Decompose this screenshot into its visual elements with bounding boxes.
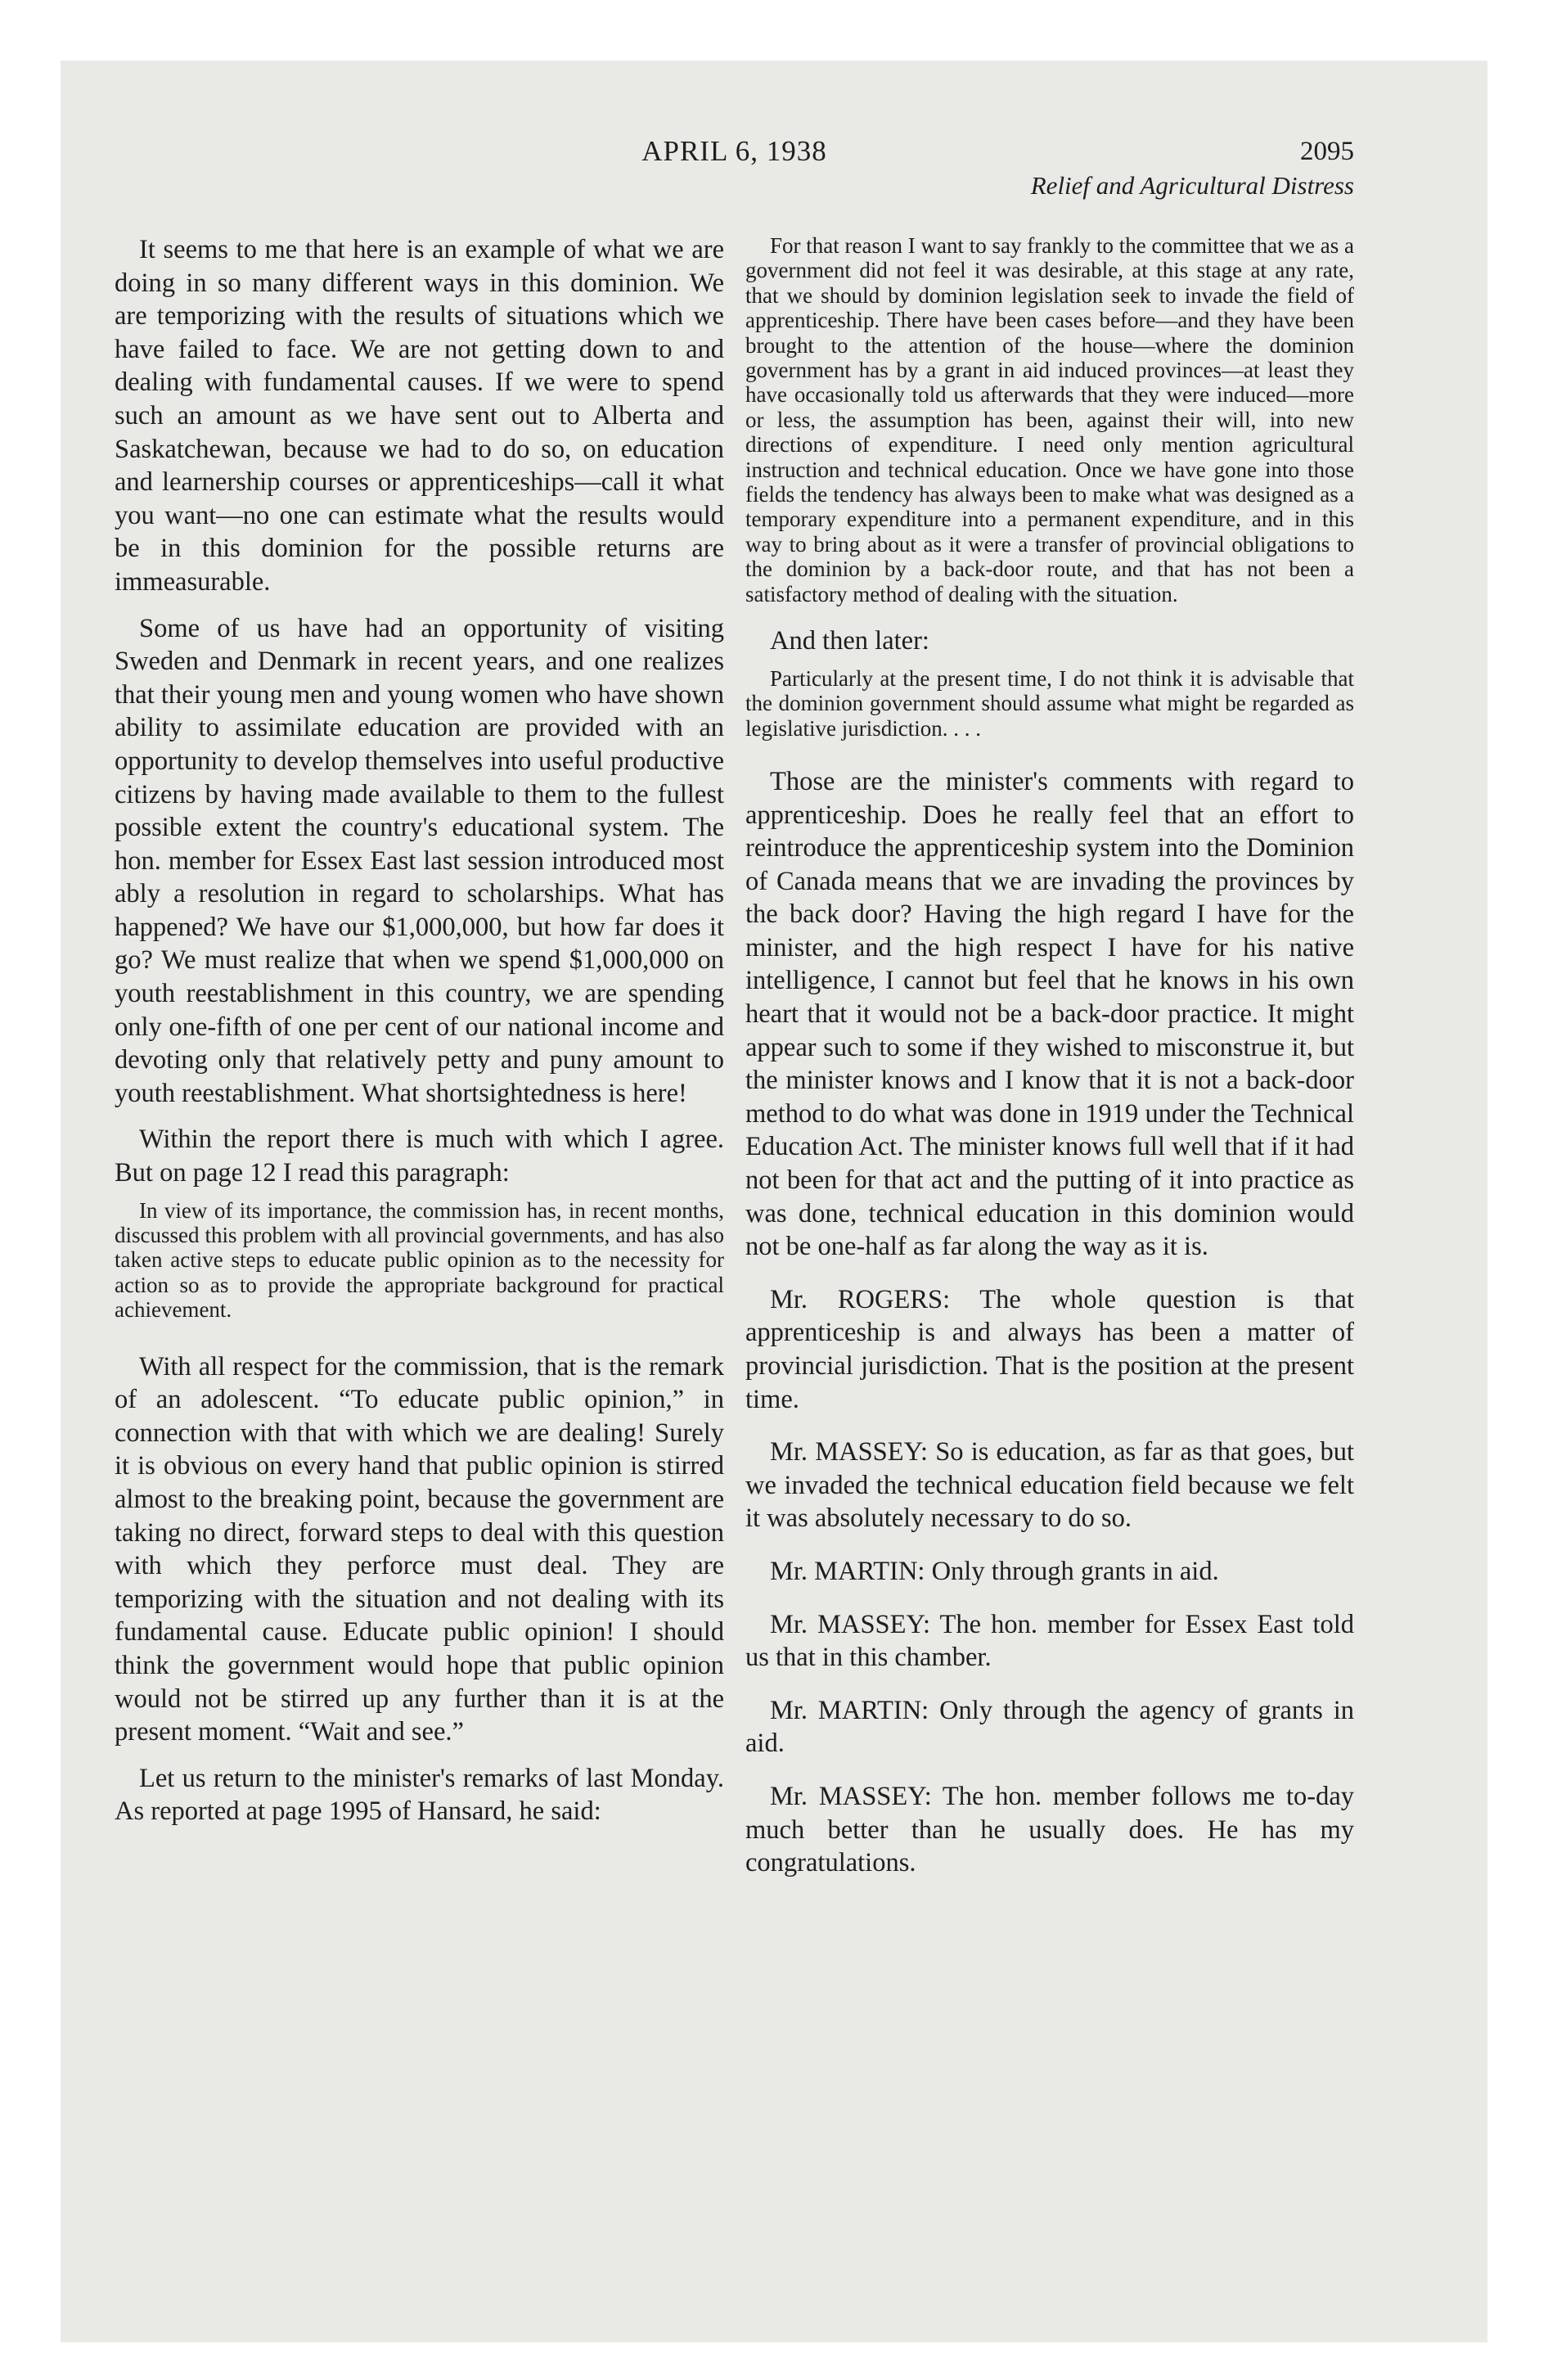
paragraph: With all respect for the commission, that is the remark of an adolescent. “To educate public opinion,” in connection with that with which we are dealing! Surely it is obvious on every hand that public opinion is stirred almost to the breaking point, because the government are taking no direct, forward steps to deal with this question with which they perforce must deal. They are temporizing with the situation and not dealing with its fundamental cause. Educate public opinion! I should think the government would hope that public opinion would not be stirred up any further than it is at the present moment. “Wait and see.” [115, 1351, 724, 1747]
speech-massey: Mr. MASSEY: The hon. member follows me to-day much better than he usually does. He has my congratulations. [745, 1781, 1354, 1878]
paragraph: Let us return to the minister's remarks of last Monday. As reported at page 1995 of Hansard, he said: [115, 1763, 724, 1827]
speech-martin: Mr. MARTIN: Only through grants in aid. [770, 1556, 1219, 1586]
speech-rogers: Mr. ROGERS: The whole question is that apprenticeship is and always has been a matter of provincial jurisdiction. That is the position at the present time. [745, 1284, 1354, 1414]
page-number: 2095 [1300, 137, 1354, 166]
speech-massey: Mr. MASSEY: The hon. member for Essex East told us that in this chamber. [745, 1609, 1354, 1673]
block-quote: In view of its importance, the commission has, in recent months, discussed this problem with all provincial governments, and has also taken active steps to educate public opinion as to the necessity for action so as to provide the appropriate background for practical achievement. [115, 1197, 724, 1323]
paragraph: Within the report there is much with which I agree. But on page 12 I read this paragraph: [115, 1125, 724, 1188]
block-quote: For that reason I want to say frankly to the committee that we as a government did not feel it was desirable, at this stage at any rate, that we should by dominion legislation seek to invade the field of apprenticeship. There have been cases before—and they have been brought to the attention of the house—where the dominion government has by a grant in aid induced provinces—at least they have occasionally told us afterwards that they were induced—more or less, the assumption has been, against their will, into new directions of expenditure. I need only mention agricultural instruction and technical education. Once we have gone into those fields the tendency has always been to make what was designed as a temporary expenditure into a permanent expenditure, and in this way to bring about as it were a transfer of provincial obligations to the dominion by a back-door route, and that has not been a satisfactory method of dealing with the situation. [745, 233, 1354, 606]
block-quote: Particularly at the present time, I do not think it is advisable that the dominion government should assume what might be regarded as legislative jurisdiction. . . . [745, 665, 1354, 741]
paragraph: It seems to me that here is an example of what we are doing in so many different ways in this dominion. We are temporizing with the results of situations which we have failed to face. We are not getting down to and dealing with fundamental causes. If we were to spend such an amount as we have sent out to Alberta and Saskatchewan, because we had to do so, on education and learnership courses or apprenticeships—call it what you want—no one can estimate what the results would be in this dominion for the possible returns are immeasurable. [115, 235, 724, 597]
page-header [115, 135, 1354, 209]
right-column [745, 233, 1354, 1880]
speech-martin: Mr. MARTIN: Only through the agency of grants in aid. [745, 1695, 1354, 1759]
page-date: APRIL 6, 1938 [641, 135, 827, 167]
speech-massey: Mr. MASSEY: So is education, as far as that goes, but we invaded the technical education field because we felt it was absolutely necessary to do so. [745, 1437, 1354, 1534]
paragraph: And then later: [770, 626, 929, 656]
paragraph: Those are the minister's comments with regard to apprenticeship. Does he really feel that an effort to reintroduce the apprenticeship system into the Dominion of Canada means that we are invading the provinces by the back door? Having the high regard I have for the minister, and the high respect I have for his native intelligence, I cannot but feel that he knows in his own heart that it would not be a back-door practice. It might appear such to some if they wished to misconstrue it, but the minister knows and I know that it is not a back-door method to do what was done in 1919 under the Technical Education Act. The minister knows full well that if it had not been for that act and the putting of it into practice as was done, technical education in this dominion would not be one-half as far along the way as it is. [745, 766, 1354, 1262]
left-column [115, 233, 724, 1828]
paragraph: Some of us have had an opportunity of visiting Sweden and Denmark in recent years, and one realizes that their young men and young women who have shown ability to assimilate education are provided with an opportunity to develop themselves into useful productive citizens by having made available to them to the fullest possible extent the country's educational system. The hon. member for Essex East last session introduced most ably a resolution in regard to scholarships. What has happened? We have our $1,000,000, but how far does it go? We must realize that when we spend $1,000,000 on youth reestablishment in this country, we are spending only one-fifth of one per cent of our national income and devoting only that relatively petty and puny amount to youth reestablishment. What shortsightedness is here! [115, 613, 724, 1108]
page-subject: Relief and Agricultural Distress [1030, 171, 1354, 200]
